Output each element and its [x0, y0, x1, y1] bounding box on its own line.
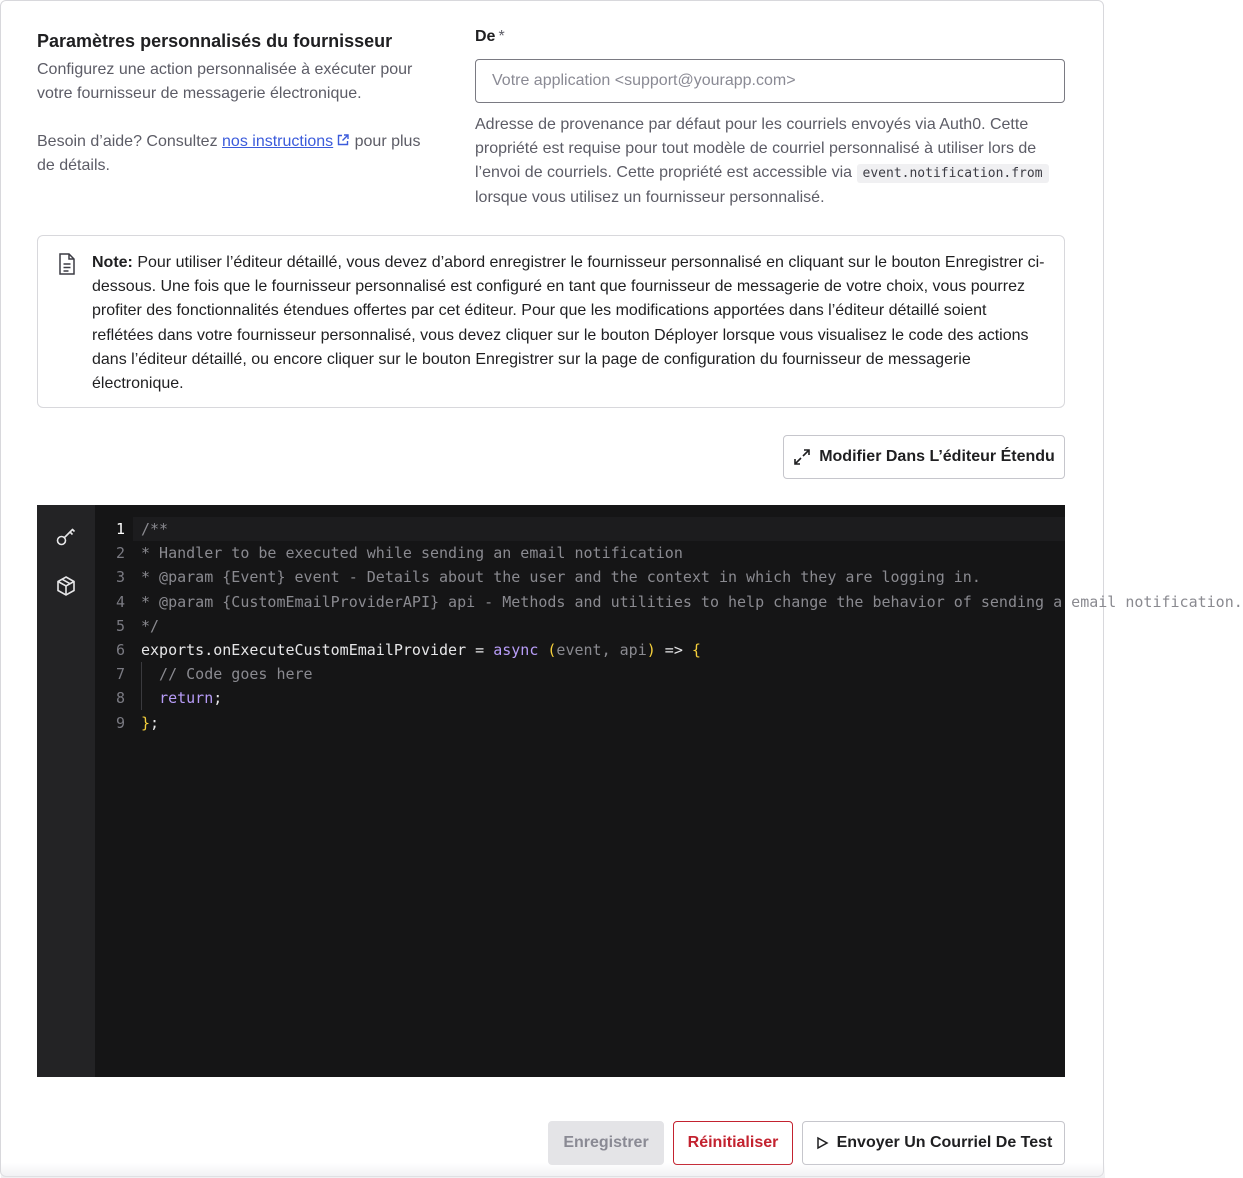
hint-code: event.notification.from	[857, 164, 1049, 183]
line-number: 7	[115, 665, 125, 684]
send-test-email-label: Envoyer Un Courriel De Test	[836, 1134, 1053, 1151]
note-body: Pour utiliser l’éditeur détaillé, vous devez d’abord enregistrer le fournisseur personnalisé en cliquant sur le bouton Enregistrer ci-dessous. Une fois que le fournisseur personnalisé est configuré en tant que fournisseur de messagerie de votre choix, vous pourrez profiter des fonctionnalités étendues offertes par cet éditeur. Pour que les modifications apportées dans l’éditeur détaillé soient reflétées dans votre fournisseur personnalisé, vous devez cliquer sur le bouton Déployer lorsque vous visualisez le code des actions dans l’éditeur détaillé, ou encore cliquer sur le bouton Enregistrer sur la page de configuration du fournisseur de messagerie électronique.	[92, 254, 1045, 393]
line-number: 1	[115, 520, 125, 538]
code-text: exports.onExecuteCustomEmailProvider =	[141, 640, 494, 659]
from-input[interactable]	[475, 59, 1065, 103]
from-label-text: De	[475, 28, 496, 45]
settings-intro	[37, 25, 437, 178]
line-number-gutter	[95, 517, 133, 735]
code-line	[141, 662, 1065, 686]
code-comment: * @param {Event} event - Details about the user and the context in which they are logging in.	[141, 568, 981, 587]
code-line	[133, 517, 1065, 541]
line-number: 2	[115, 544, 125, 563]
note-label: Note:	[92, 254, 133, 271]
from-field-group	[475, 25, 1065, 210]
code-arrow: =>	[655, 640, 692, 659]
from-field-hint	[475, 113, 1065, 210]
code-line	[141, 638, 1065, 662]
send-test-email-button[interactable]	[802, 1121, 1065, 1165]
open-extended-editor-button[interactable]	[783, 435, 1065, 479]
code-comment: /**	[141, 520, 169, 538]
hint-text-after: lorsque vous utilisez un fournisseur personnalisé.	[475, 189, 825, 206]
hint-text-before: Adresse de provenance par défaut pour les courriels envoyés via Auth0. Cette propriété est requise pour tout modèle de courriel personnalisé à utiliser lors de l’envoi de courriels. Cette propriété est accessible via	[475, 116, 1037, 181]
section-description: Configurez une action personnalisée à exécuter pour votre fournisseur de messagerie électronique.	[37, 61, 413, 102]
save-button-label: Enregistrer	[563, 1134, 649, 1151]
code-line	[141, 541, 1065, 565]
line-number: 3	[115, 568, 125, 587]
code-comment: * Handler to be executed while sending an email notification	[141, 544, 683, 563]
code-keyword: return	[159, 689, 214, 708]
settings-section	[37, 25, 1065, 215]
from-field-label	[475, 25, 1065, 49]
code-paren: (	[547, 640, 557, 659]
code-comment: // Code goes here	[141, 665, 313, 684]
line-number: 4	[115, 592, 125, 611]
external-link-icon	[336, 133, 350, 147]
code-indent	[141, 689, 159, 707]
package-icon[interactable]	[55, 575, 77, 597]
required-mark: *	[498, 28, 505, 45]
line-number: 6	[115, 640, 125, 659]
reset-button-label: Réinitialiser	[687, 1134, 779, 1151]
open-extended-editor-label: Modifier Dans L’éditeur Étendu	[819, 448, 1055, 465]
expand-icon	[793, 448, 811, 466]
line-number: 9	[115, 713, 125, 732]
instructions-link-label: nos instructions	[222, 133, 334, 150]
code-comment: * @param {CustomEmailProviderAPI} api - Methods and utilities to help change the behavior of sending a email notification.	[141, 592, 1243, 611]
code-line	[141, 686, 1065, 710]
code-line	[141, 711, 1065, 735]
editor-sidebar	[37, 505, 95, 1077]
code-paren: )	[646, 640, 656, 659]
code-keyword: async	[493, 640, 539, 659]
line-number: 8	[115, 689, 125, 708]
help-prefix: Besoin d’aide? Consultez	[37, 133, 223, 150]
code-comment: */	[141, 616, 160, 635]
code-brace: {	[691, 640, 701, 659]
code-text: ;	[213, 689, 223, 708]
help-suffix: pour plus de détails.	[37, 133, 421, 174]
note-text	[92, 251, 1048, 396]
section-title: Paramètres personnalisés du fournisseur	[37, 31, 393, 51]
code-text: ;	[150, 713, 160, 732]
code-line	[141, 614, 1065, 638]
code-args: event, api	[556, 640, 647, 659]
code-lines[interactable]	[141, 517, 1243, 735]
document-icon	[56, 252, 78, 276]
code-line	[141, 565, 1065, 589]
code-brace: }	[141, 713, 151, 732]
help-text	[37, 130, 437, 178]
code-line	[141, 590, 1243, 614]
instructions-link[interactable]	[222, 133, 350, 150]
reset-button[interactable]	[673, 1121, 793, 1165]
note-box	[37, 235, 1065, 408]
line-number: 5	[115, 616, 125, 635]
save-button[interactable]	[548, 1121, 664, 1165]
code-editor[interactable]	[37, 505, 1243, 1077]
bottom-fade	[1, 1163, 1105, 1178]
key-icon[interactable]	[55, 525, 77, 547]
play-icon	[815, 1136, 829, 1150]
